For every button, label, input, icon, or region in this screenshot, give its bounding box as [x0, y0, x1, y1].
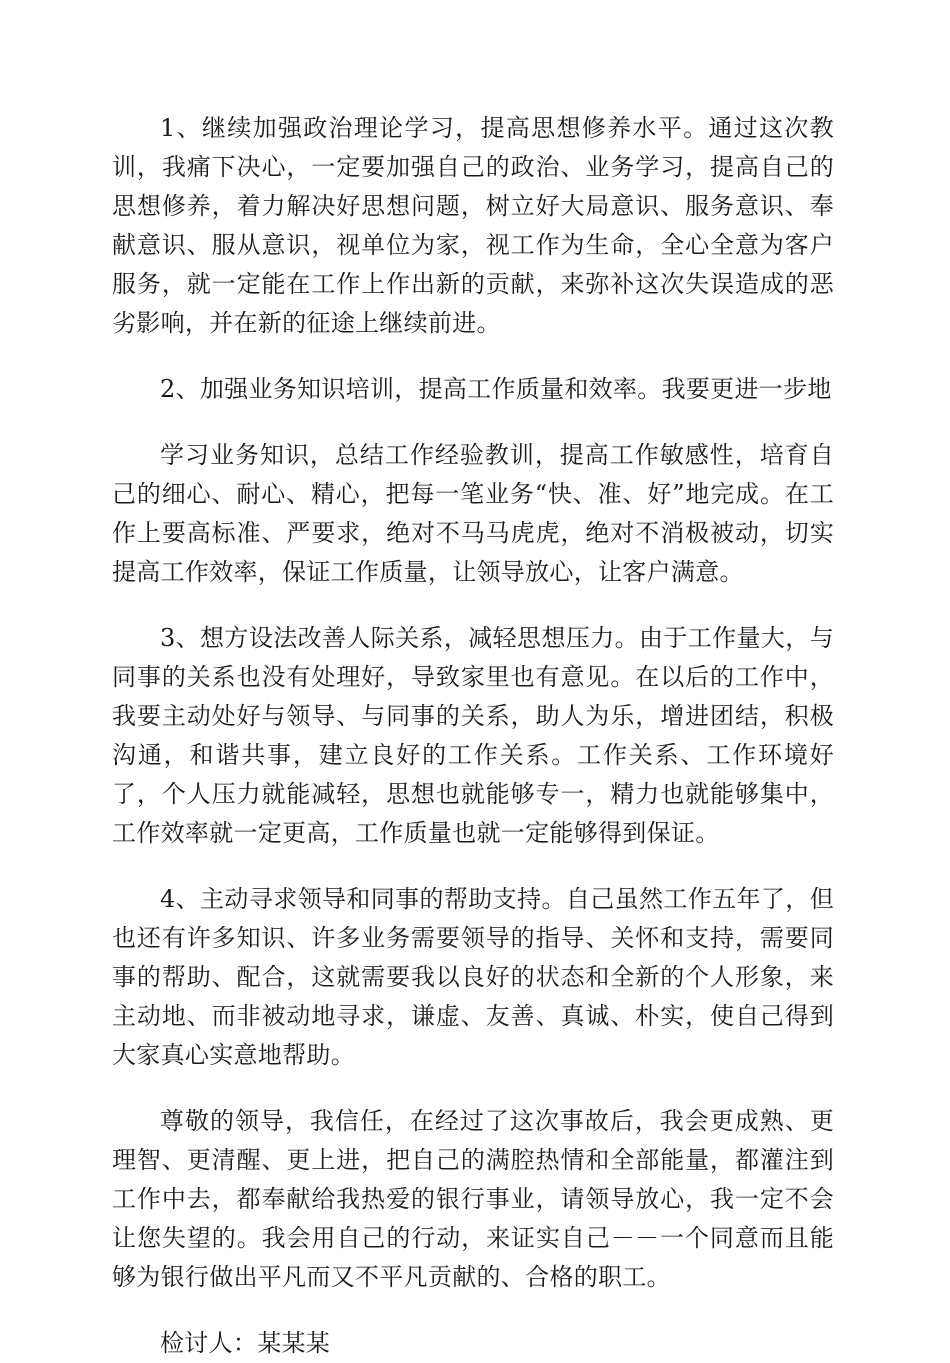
paragraph-2: 2、加强业务知识培训，提高工作质量和效率。我要更进一步地	[160, 375, 832, 403]
paragraph-1: 1、继续加强政治理论学习，提高思想修养水平。通过这次教训，我痛下决心，一定要加强自己的政治、业务学习，提高自己的思想修养，着力解决好思想问题，树立好大局意识、服务意识、奉献意识、服从意识，视单位为家，视工作为生命，全心全意为客户服务，就一定能在工作上作出新的贡献，来弥补这次失误造成的恶劣影响，并在新的征途上继续前进。	[112, 114, 834, 337]
paragraph-3: 学习业务知识，总结工作经验教训，提高工作敏感性，培育自己的细心、耐心、精心，把每一笔业务“快、准、好”地完成。在工作上要高标准、严要求，绝对不马马虎虎，绝对不消极被动，切实提高工作效率，保证工作质量，让领导放心，让客户满意。	[112, 441, 834, 586]
signature-line: 检讨人：某某某	[160, 1329, 331, 1357]
document-body	[112, 109, 834, 1363]
paragraph-6: 尊敬的领导，我信任，在经过了这次事故后，我会更成熟、更理智、更清醒、更上进，把自己的满腔热情和全部能量，都灌注到工作中去，都奉献给我热爱的银行事业，请领导放心，我一定不会让您失望的。我会用自己的行动，来证实自己－－一个同意而且能够为银行做出平凡而又不平凡贡献的、合格的职工。	[112, 1107, 834, 1291]
paragraph-4: 3、想方设法改善人际关系，减轻思想压力。由于工作量大，与同事的关系也没有处理好，导致家里也有意见。在以后的工作中，我要主动处好与领导、与同事的关系，助人为乐，增进团结，积极沟通，和谐共事，建立良好的工作关系。工作关系、工作环境好了，个人压力就能减轻，思想也就能够专一，精力也就能够集中，工作效率就一定更高，工作质量也就一定能够得到保证。	[112, 624, 834, 847]
paragraph-5: 4、主动寻求领导和同事的帮助支持。自己虽然工作五年了，但也还有许多知识、许多业务需要领导的指导、关怀和支持，需要同事的帮助、配合，这就需要我以良好的状态和全新的个人形象，来主动地、而非被动地寻求，谦虚、友善、真诚、朴实，使自己得到大家真心实意地帮助。	[112, 885, 834, 1069]
